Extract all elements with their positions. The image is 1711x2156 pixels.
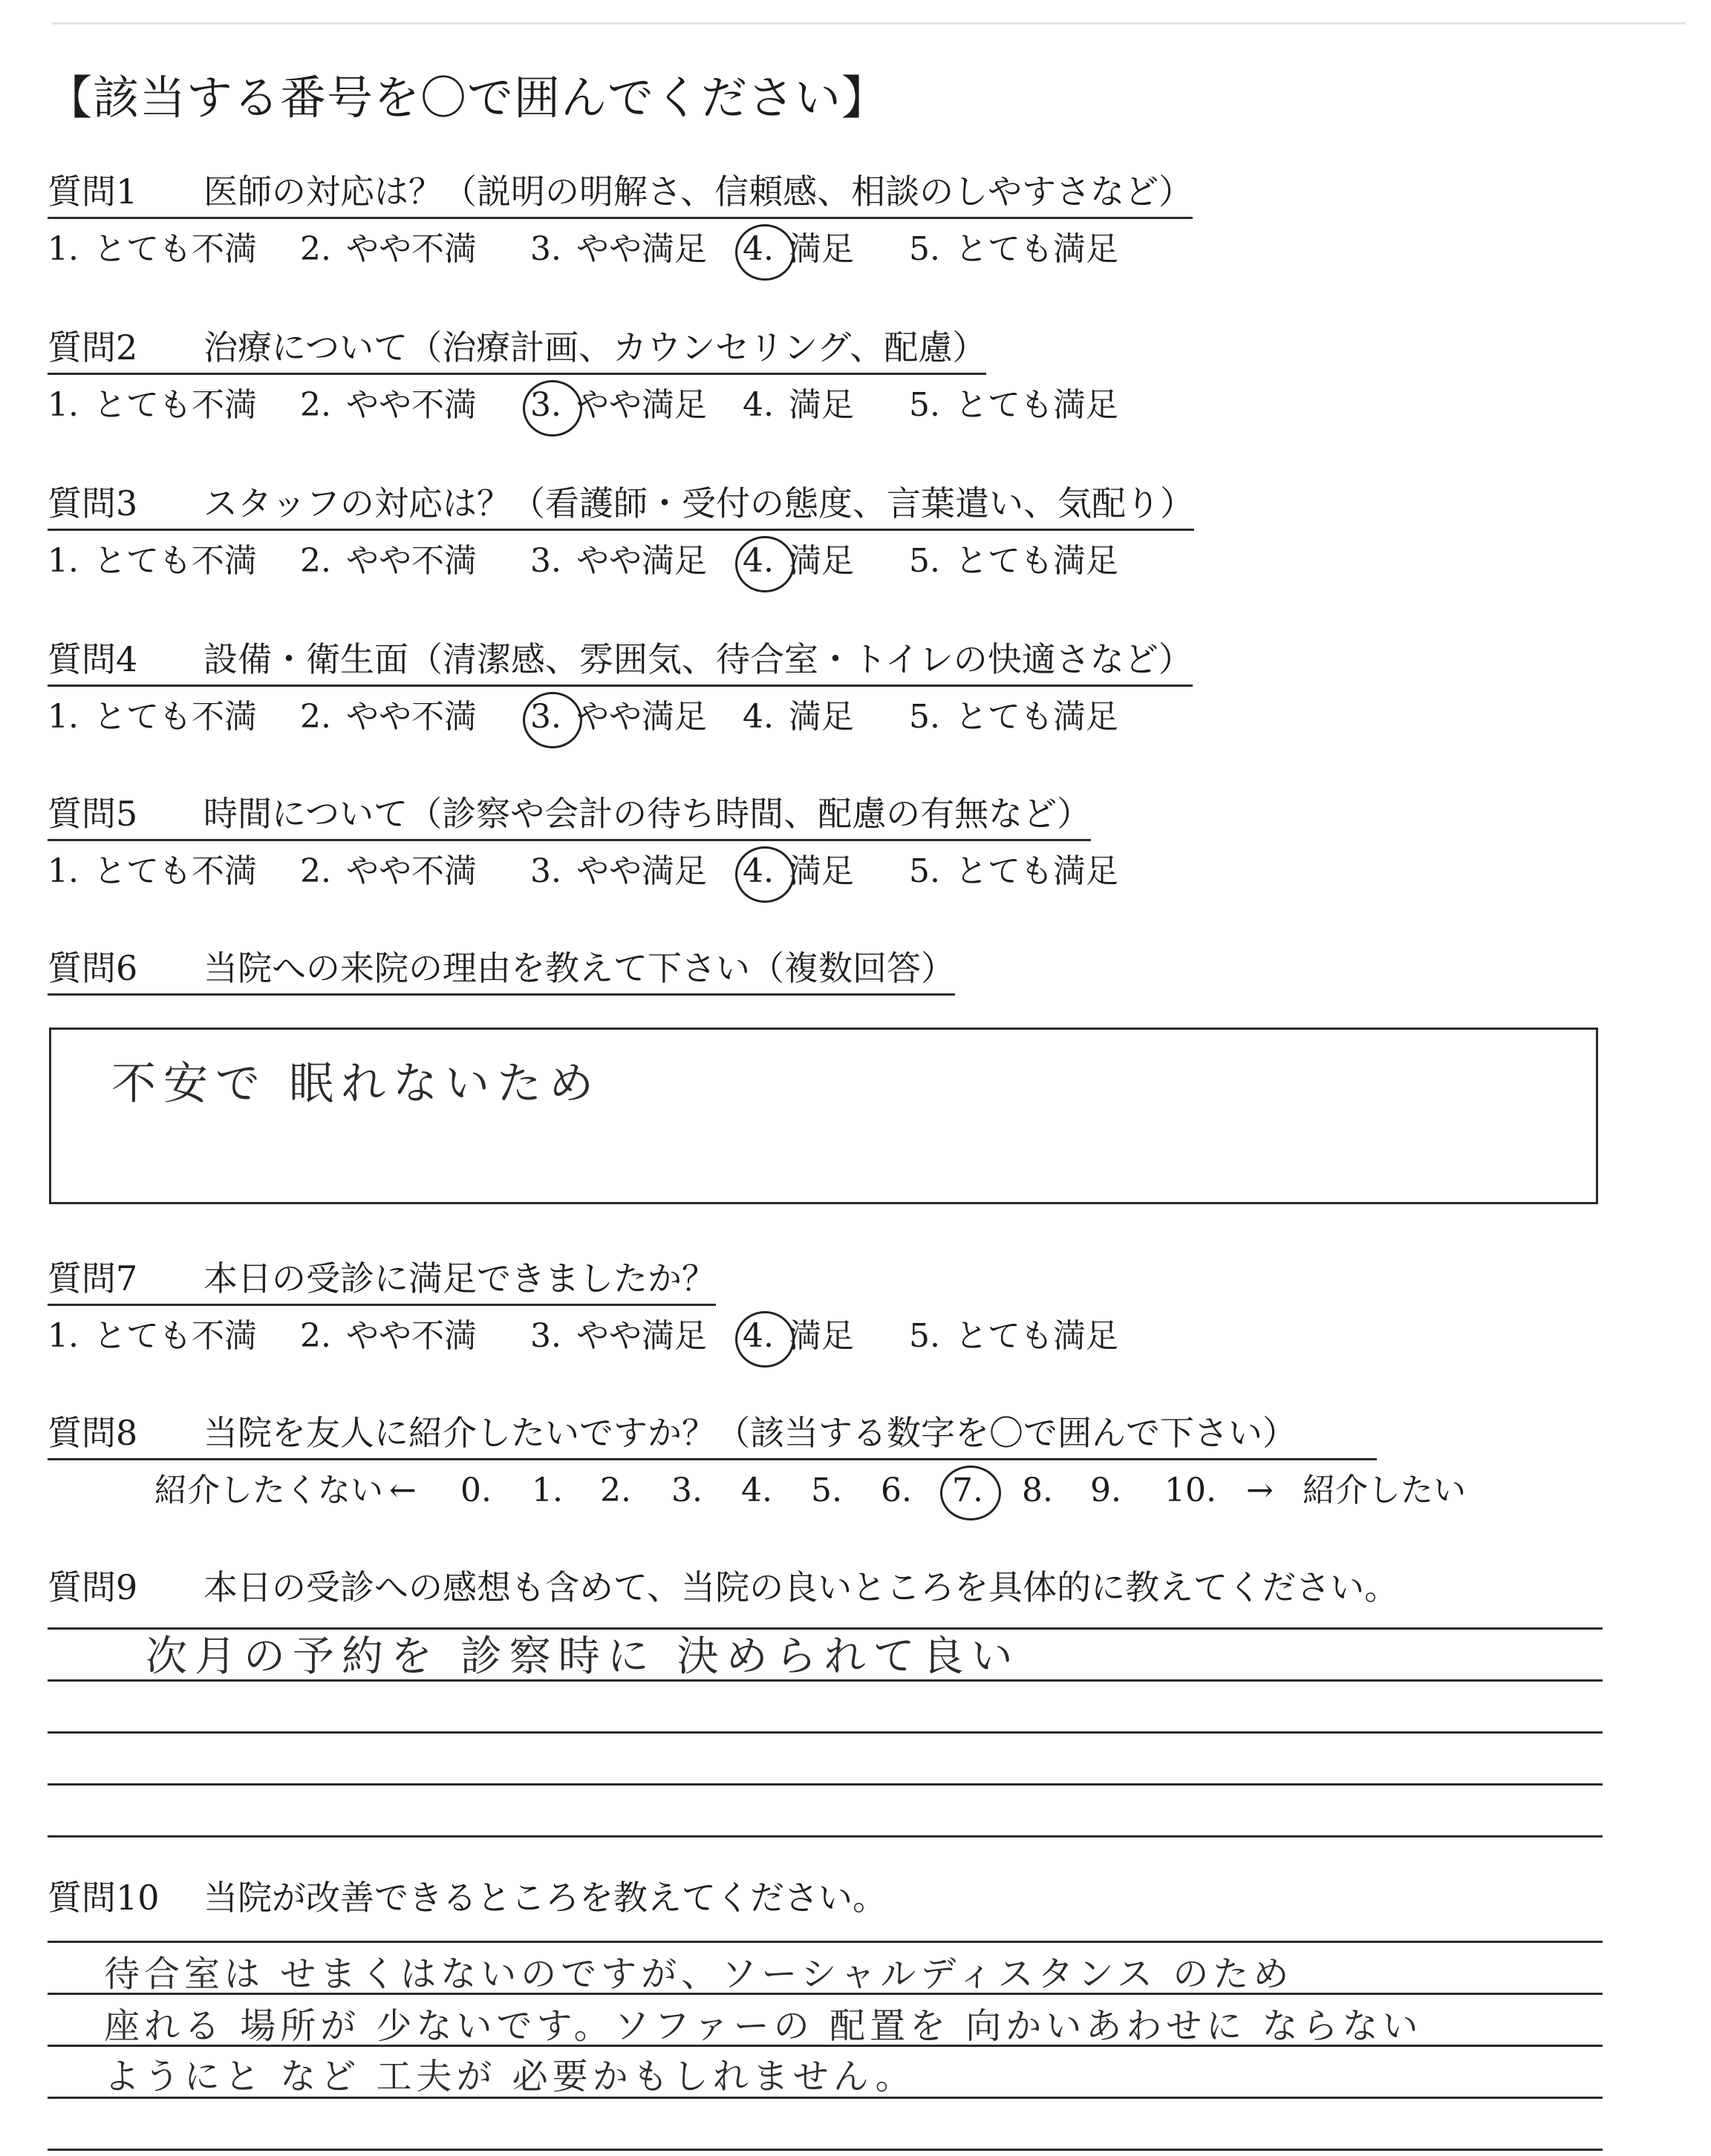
question-3 bbox=[48, 480, 1194, 531]
option-number: 2. bbox=[300, 542, 331, 580]
rating-option-5[interactable] bbox=[909, 1314, 1118, 1359]
answer-line bbox=[48, 2149, 1603, 2151]
instruction-heading: 【該当する番号を〇で囲んでください】 bbox=[46, 71, 889, 125]
question-8 bbox=[48, 1409, 1377, 1460]
question-text: 本日の受診への感想も含めて、当院の良いところを具体的に教えてください。 bbox=[203, 1567, 1399, 1607]
option-number: 3. bbox=[530, 852, 561, 890]
option-label: 満足 bbox=[788, 230, 854, 268]
answer-line bbox=[48, 1731, 1603, 1734]
answer-line bbox=[48, 2045, 1603, 2047]
question-number: 質問8 bbox=[48, 1413, 138, 1453]
rating-option-4[interactable] bbox=[743, 227, 854, 272]
option-number: 5. bbox=[909, 852, 940, 890]
option-number: 1. bbox=[48, 542, 79, 580]
question-number: 質問6 bbox=[48, 948, 138, 988]
option-label: 満足 bbox=[788, 386, 854, 424]
question-text: 治療について（治療計画、カウンセリング、配慮） bbox=[203, 327, 987, 368]
option-label: やや満足 bbox=[576, 1317, 707, 1355]
question-5-options bbox=[48, 849, 1236, 894]
question-7-options bbox=[48, 1314, 1236, 1359]
answer-line bbox=[48, 1783, 1603, 1786]
answer-line bbox=[48, 1627, 1603, 1630]
rating-option-3[interactable] bbox=[530, 1314, 707, 1359]
option-label: とても不満 bbox=[93, 698, 257, 736]
question-6 bbox=[48, 944, 955, 996]
question-7 bbox=[48, 1255, 716, 1306]
option-label: とても満足 bbox=[954, 698, 1118, 736]
rating-option-2[interactable] bbox=[300, 695, 477, 739]
scale-value-3[interactable]: 3. bbox=[671, 1471, 703, 1509]
rating-option-1[interactable] bbox=[48, 383, 257, 428]
rating-option-2[interactable] bbox=[300, 1314, 477, 1359]
option-label: とても不満 bbox=[93, 542, 257, 580]
rating-option-2[interactable] bbox=[300, 849, 477, 894]
rating-option-1[interactable] bbox=[48, 849, 257, 894]
question-text: スタッフの対応は？（看護師・受付の態度、言葉遣い、気配り） bbox=[203, 483, 1194, 523]
scale-value-9[interactable]: 9. bbox=[1090, 1471, 1121, 1509]
rating-option-4[interactable] bbox=[743, 1314, 854, 1359]
question-number: 質問3 bbox=[48, 483, 138, 523]
option-label: とても不満 bbox=[93, 230, 257, 268]
option-number: 4. bbox=[743, 1314, 774, 1359]
option-label: やや満足 bbox=[576, 230, 707, 268]
right-arrow-icon: → bbox=[1246, 1471, 1274, 1509]
answer-line bbox=[48, 1835, 1603, 1838]
question-9 bbox=[48, 1564, 1398, 1613]
rating-option-4[interactable] bbox=[743, 695, 854, 739]
question-number: 質問2 bbox=[48, 327, 138, 368]
option-number: 1. bbox=[48, 230, 79, 268]
option-label: やや満足 bbox=[576, 386, 707, 424]
scale-value-10[interactable]: 10. bbox=[1164, 1471, 1216, 1509]
question-4 bbox=[48, 636, 1193, 687]
option-number: 1. bbox=[48, 852, 79, 890]
answer-line bbox=[48, 1941, 1603, 1943]
option-number: 3. bbox=[530, 230, 561, 268]
option-label: とても満足 bbox=[954, 542, 1118, 580]
handwritten-answer-line-3: ようにと など 工夫が 必要かもしれません。 bbox=[104, 2056, 916, 2097]
option-number: 2. bbox=[300, 230, 331, 268]
question-number: 質問7 bbox=[48, 1258, 138, 1298]
rating-option-1[interactable] bbox=[48, 539, 257, 584]
option-number: 5. bbox=[909, 1317, 940, 1355]
option-number: 1. bbox=[48, 698, 79, 736]
option-label: やや不満 bbox=[345, 698, 477, 736]
question-2-options bbox=[48, 383, 1236, 428]
question-text: 設備・衛生面（清潔感、雰囲気、待合室・トイレの快適さなど） bbox=[203, 639, 1193, 679]
option-label: とても不満 bbox=[93, 1317, 257, 1355]
answer-line bbox=[48, 2097, 1603, 2099]
rating-option-1[interactable] bbox=[48, 1314, 257, 1359]
scale-value-7[interactable]: 7. bbox=[952, 1467, 983, 1515]
question-text: 当院が改善できるところを教えてください。 bbox=[203, 1878, 887, 1918]
option-label: やや満足 bbox=[576, 542, 707, 580]
scale-left-label: 紹介したくない bbox=[154, 1471, 383, 1509]
question-1 bbox=[48, 168, 1193, 219]
option-number: 1. bbox=[48, 386, 79, 424]
rating-option-4[interactable] bbox=[743, 849, 854, 894]
question-number: 質問5 bbox=[48, 794, 138, 834]
option-label: 満足 bbox=[788, 1317, 854, 1355]
question-number: 質問9 bbox=[48, 1567, 138, 1607]
option-number: 2. bbox=[300, 1317, 331, 1355]
option-label: 満足 bbox=[788, 698, 854, 736]
scan-top-edge bbox=[52, 22, 1686, 24]
option-number: 4. bbox=[743, 227, 774, 272]
option-label: やや不満 bbox=[345, 386, 477, 424]
question-number: 質問1 bbox=[48, 172, 138, 212]
handwritten-answer-line-2: 座れる 場所が 少ないです。ソファーの 配置を 向かいあわせに ならない bbox=[104, 2005, 1423, 2047]
scale-value-6[interactable]: 6. bbox=[881, 1471, 912, 1509]
question-1-options bbox=[48, 227, 1236, 272]
option-number: 2. bbox=[300, 852, 331, 890]
rating-option-2[interactable] bbox=[300, 539, 477, 584]
option-label: とても満足 bbox=[954, 230, 1118, 268]
handwritten-answer: 不安で 眠れないため bbox=[111, 1058, 602, 1110]
option-label: とても満足 bbox=[954, 852, 1118, 890]
question-number: 質問4 bbox=[48, 639, 138, 679]
question-4-options bbox=[48, 695, 1236, 739]
option-label: とても満足 bbox=[954, 386, 1118, 424]
option-number: 5. bbox=[909, 230, 940, 268]
question-number: 質問10 bbox=[48, 1878, 160, 1918]
question-text: 本日の受診に満足できましたか？ bbox=[203, 1258, 716, 1298]
option-label: やや不満 bbox=[345, 1317, 477, 1355]
question-text: 医師の対応は？（説明の明解さ、信頼感、相談のしやすさなど） bbox=[203, 172, 1193, 212]
option-number: 3. bbox=[530, 695, 561, 739]
option-number: 4. bbox=[743, 849, 774, 894]
question-text: 当院を友人に紹介したいですか？（該当する数字を〇で囲んで下さい） bbox=[203, 1413, 1297, 1453]
option-number: 2. bbox=[300, 698, 331, 736]
rating-option-5[interactable] bbox=[909, 383, 1118, 428]
option-label: やや満足 bbox=[576, 698, 707, 736]
scale-value-4[interactable]: 4. bbox=[741, 1471, 772, 1509]
option-label: 満足 bbox=[788, 852, 854, 890]
option-label: 満足 bbox=[788, 542, 854, 580]
rating-option-3[interactable] bbox=[530, 539, 707, 584]
question-5 bbox=[48, 790, 1091, 841]
option-label: とても不満 bbox=[93, 386, 257, 424]
rating-option-4[interactable] bbox=[743, 383, 854, 428]
option-number: 5. bbox=[909, 386, 940, 424]
question-3-options bbox=[48, 539, 1236, 584]
option-number: 3. bbox=[530, 1317, 561, 1355]
option-number: 1. bbox=[48, 1317, 79, 1355]
scale-value-0[interactable]: 0. bbox=[460, 1471, 492, 1509]
rating-option-2[interactable] bbox=[300, 383, 477, 428]
question-2 bbox=[48, 324, 986, 375]
question-10 bbox=[48, 1874, 887, 1923]
question-text: 当院への来院の理由を教えて下さい（複数回答） bbox=[203, 948, 955, 988]
scale-value-8[interactable]: 8. bbox=[1022, 1471, 1053, 1509]
option-number: 4. bbox=[743, 698, 774, 736]
question-text: 時間について（診察や会計の待ち時間、配慮の有無など） bbox=[203, 794, 1092, 834]
handwritten-answer: 次月の予約を 診察時に 決められて良い bbox=[146, 1633, 1020, 1681]
option-label: やや不満 bbox=[345, 542, 477, 580]
option-number: 5. bbox=[909, 542, 940, 580]
option-label: やや満足 bbox=[576, 852, 707, 890]
rating-option-5[interactable] bbox=[909, 695, 1118, 739]
scale-right-label: 紹介したい bbox=[1303, 1471, 1466, 1509]
rating-option-3[interactable] bbox=[530, 849, 707, 894]
option-number: 3. bbox=[530, 383, 561, 428]
answer-line bbox=[48, 1993, 1603, 1995]
rating-option-3[interactable] bbox=[530, 695, 707, 739]
scale-value-5[interactable]: 5. bbox=[811, 1471, 842, 1509]
rating-option-2[interactable] bbox=[300, 227, 477, 272]
rating-option-1[interactable] bbox=[48, 695, 257, 739]
option-label: やや不満 bbox=[345, 230, 477, 268]
scale-value-2[interactable]: 2. bbox=[600, 1471, 631, 1509]
option-number: 4. bbox=[743, 539, 774, 584]
rating-option-5[interactable] bbox=[909, 849, 1118, 894]
option-label: とても不満 bbox=[93, 852, 257, 890]
rating-option-5[interactable] bbox=[909, 227, 1118, 272]
rating-option-4[interactable] bbox=[743, 539, 854, 584]
option-number: 2. bbox=[300, 386, 331, 424]
recommend-scale bbox=[48, 1467, 1533, 1515]
option-label: とても満足 bbox=[954, 1317, 1118, 1355]
rating-option-3[interactable] bbox=[530, 383, 707, 428]
scale-value-1[interactable]: 1. bbox=[532, 1471, 563, 1509]
option-number: 4. bbox=[743, 386, 774, 424]
handwritten-answer-line-1: 待合室は せまくはないのですが、ソーシャルディスタンス のため bbox=[104, 1953, 1294, 1995]
option-number: 5. bbox=[909, 698, 940, 736]
option-label: やや不満 bbox=[345, 852, 477, 890]
rating-option-1[interactable] bbox=[48, 227, 257, 272]
option-number: 3. bbox=[530, 542, 561, 580]
answer-line bbox=[48, 1679, 1603, 1682]
rating-option-5[interactable] bbox=[909, 539, 1118, 584]
left-arrow-icon: ← bbox=[389, 1471, 417, 1509]
rating-option-3[interactable] bbox=[530, 227, 707, 272]
